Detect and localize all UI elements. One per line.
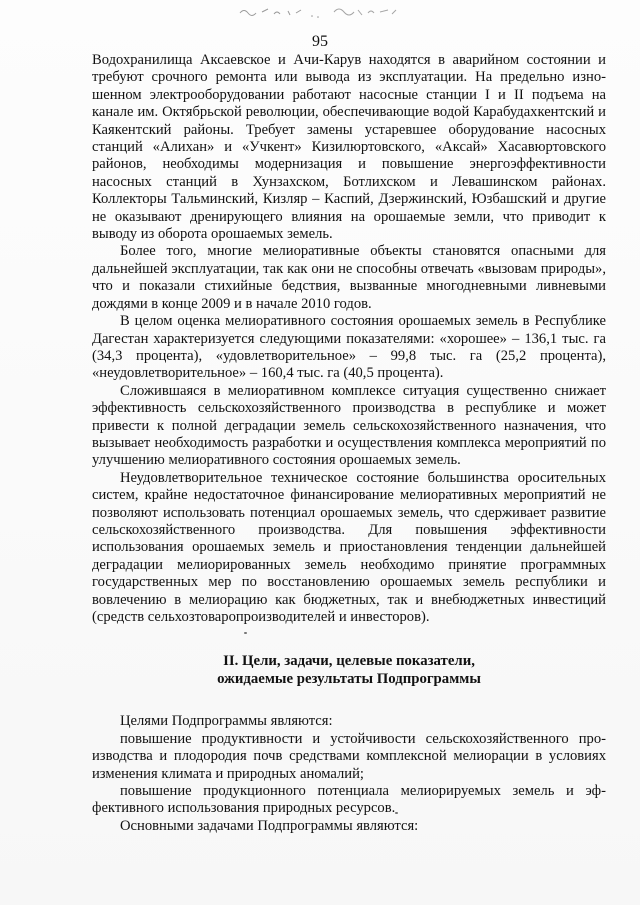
goal-item: повышение продукционного потенциала мелиорируемых земель и эффективного использования природных ресурсов. <box>92 783 606 817</box>
section-heading-line: ожидаемые результаты Подпрограммы <box>217 671 481 688</box>
paragraph: Более того, многие мелиоративные объекты становятся опасными для дальнейшей эксплуатации, так как они не способны отвечать «вызовам природы», что и показали стихийные бедствия, вызванные многодневными ливневыми дождями в конце 2009 и в начале 2010 годов. <box>92 243 606 312</box>
section-heading-line: II. Цели, задачи, целевые показатели, <box>223 653 475 670</box>
scan-speck <box>244 632 247 634</box>
page-number: 95 <box>312 33 328 50</box>
document-body <box>92 52 606 835</box>
scan-speck <box>395 812 398 814</box>
goals-intro: Целями Подпрограммы являются: <box>120 713 333 730</box>
paragraph: Сложившаяся в мелиоративном комплексе ситуация существенно снижает эффективность сельскохозяйственного производства в республике и может привести к полной деградации земель сельскохозяйственного назначения, что вызывает необходимость разработки и осуществления комплекса мероприятий по улучшению мелиоративного состояния орошаемых земель. <box>92 382 606 469</box>
section-heading <box>92 652 606 688</box>
paragraph: Водохранилища Аксаевское и Ачи-Карув находятся в аварийном состоянии и требуют срочного ремонта или вывода из эксплуатации. На предельно изношенном электрооборудовании работают насосные станции I и II подъема на канале им. Октябрьской революции, обеспечивающие водой Карабудахкентский и Каякентский районы. Требует замены устаревшее оборудование насосных станций «Алихан» и «Учкент» Кизилюртовского, «Аксай» Хасавюртовского районов, необходимы модернизация и повышение энергоэффективности насосных станций в Хунзахском, Ботлихском и Левашинском районах. Коллекторы Тальминский, Кизляр – Каспий, Дзержинский, Юзбашский и другие не оказывают дренирующего влияния на орошаемые земли, что приводит к выводу из оборота орошаемых земель. <box>92 52 606 243</box>
paragraph: Неудовлетворительное техническое состояние большинства оросительных систем, крайне недостаточное финансирование мелиоративных мероприятий не позволяют использовать потенциал орошаемых земель, что сдерживает развитие сельскохозяйственного производства. Для повышения эффективности использования орошаемых земель и приостановления тенденции дальнейшей деградации мелиорированных земель необходимо принятие программных государственных мер по восстановлению орошаемых земель республики и вовлечению в мелиорацию как бюджетных, так и внебюджетных инвестиций (средств сельхозтоваропроизводителей и инвесторов). <box>92 469 606 625</box>
paragraph: В целом оценка мелиоративного состояния орошаемых земель в Республике Дагестан характеризуется следующими показателями: «хорошее» – 136,1 тыс. га (34,3 процента), «удовлетворительное» – 99,8 тыс. га (25,2 процента), «неудовлетворительное» – 160,4 тыс. га (40,5 процента). <box>92 313 606 382</box>
tasks-intro: Основными задачами Подпрограммы являются: <box>120 817 419 834</box>
scan-artifact-marks <box>230 4 420 20</box>
goal-item: повышение продуктивности и устойчивости сельскохозяйственного производства и плодородия почв средствами комплексной мелиорации в условиях изменения климата и природных аномалий; <box>92 730 606 782</box>
